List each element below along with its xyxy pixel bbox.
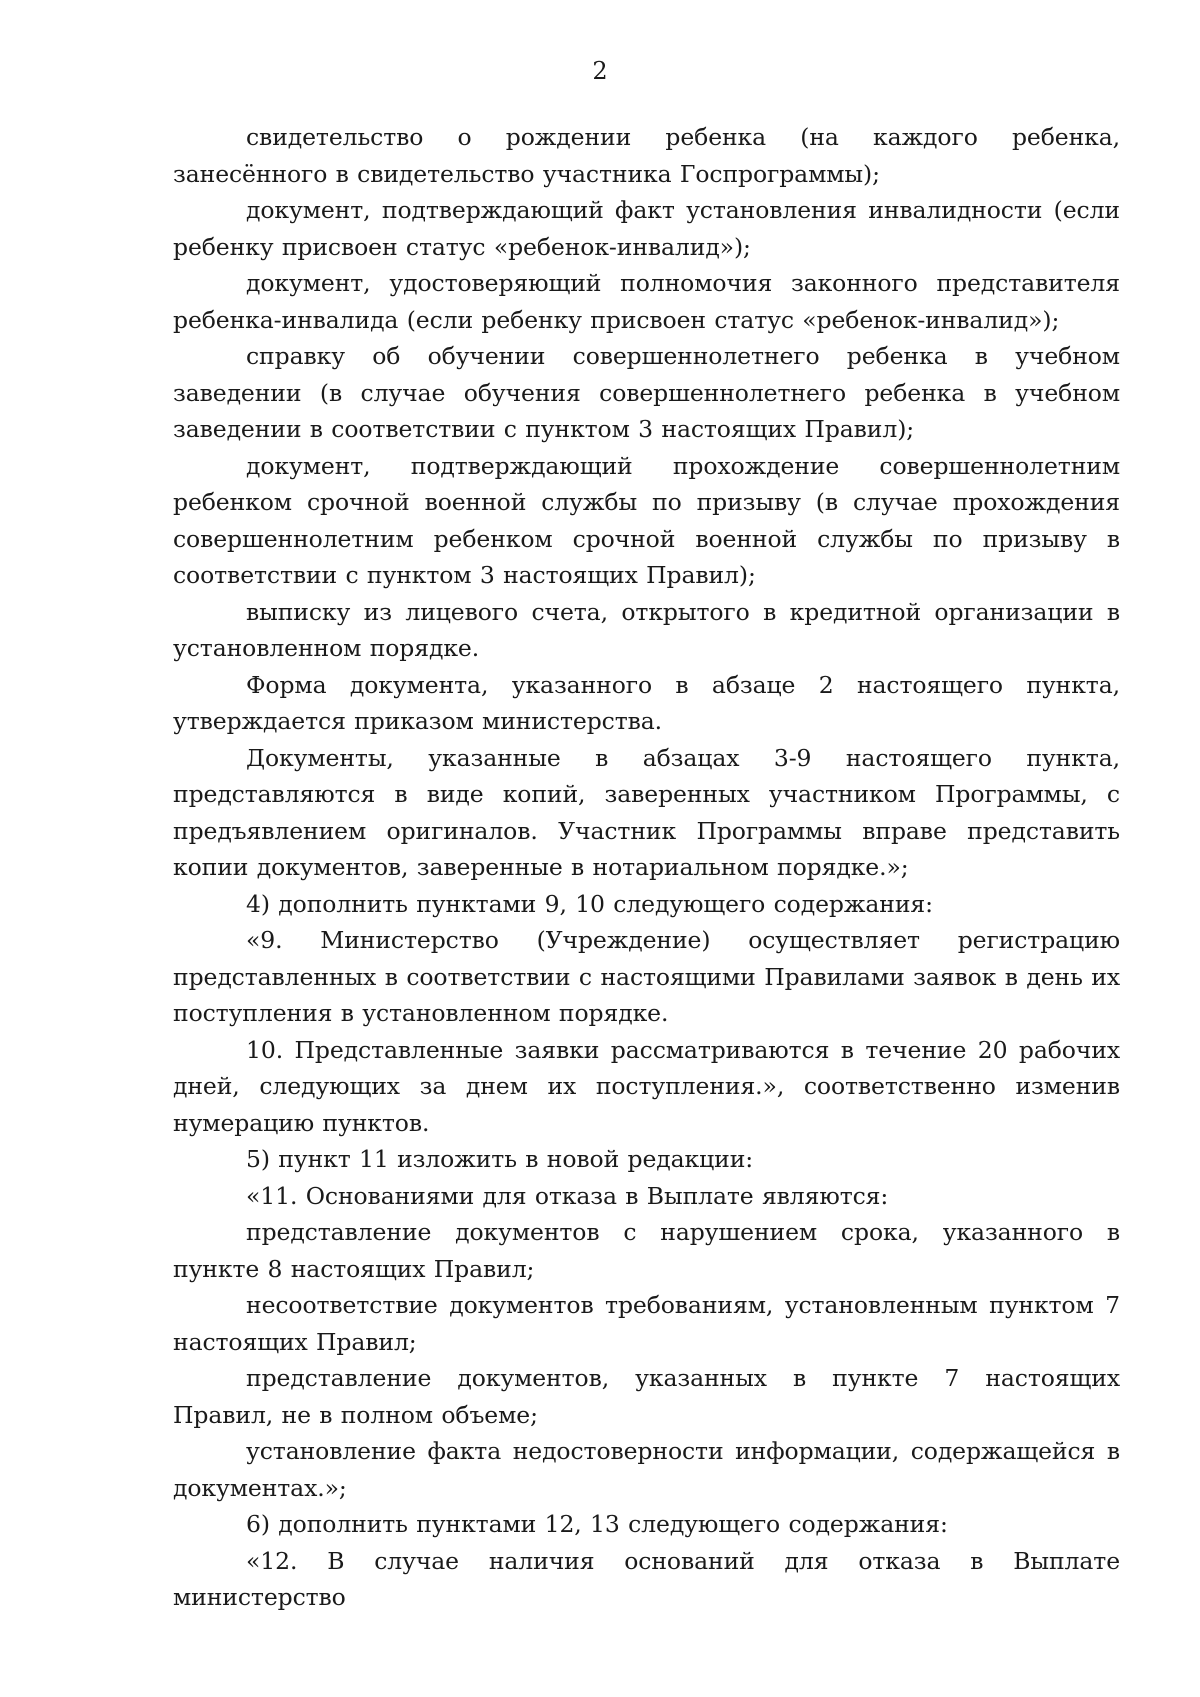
paragraph: документ, удостоверяющий полномочия законного представителя ребенка-инвалида (если ребенку присвоен статус «ребенок-инвалид»); [173,269,1120,334]
paragraph: свидетельство о рождении ребенка (на каждого ребенка, занесённого в свидетельство участника Госпрограммы); [173,123,1120,188]
paragraph: «11. Основаниями для отказа в Выплате являются: [246,1181,889,1210]
paragraph: 10. Представленные заявки рассматриваются в течение 20 рабочих дней, следующих за днем их поступления.», соответственно изменив нумерацию пунктов. [173,1035,1120,1137]
paragraph: «9. Министерство (Учреждение) осуществляет регистрацию представленных в соответствии с настоящими Правилами заявок в день их поступления в установленном порядке. [173,926,1120,1027]
paragraph: представление документов с нарушением срока, указанного в пункте 8 настоящих Правил; [173,1218,1120,1283]
paragraph: несоответствие документов требованиям, установленным пунктом 7 настоящих Правил; [173,1291,1120,1356]
paragraph: 5) пункт 11 изложить в новой редакции: [246,1145,754,1173]
document-body [173,119,1120,1616]
paragraph: установление факта недостоверности информации, содержащейся в документах.»; [173,1437,1120,1502]
paragraph: 4) дополнить пунктами 9, 10 следующего содержания: [246,889,933,918]
paragraph: Документы, указанные в абзацах 3-9 настоящего пункта, представляются в виде копий, заверенных участником Программы, с предъявлением оригиналов. Участник Программы вправе представить копии документов, заверенные в нотариальном порядке.»; [173,743,1120,881]
paragraph: документ, подтверждающий факт установления инвалидности (если ребенку присвоен статус «ребенок-инвалид»); [173,196,1120,261]
paragraph: 6) дополнить пунктами 12, 13 следующего содержания: [246,1510,948,1538]
paragraph: документ, подтверждающий прохождение совершеннолетним ребенком срочной военной службы по призыву (в случае прохождения совершеннолетним ребенком срочной военной службы по призыву в соответствии с пунктом 3 настоящих Правил); [173,451,1120,589]
paragraph: выписку из лицевого счета, открытого в кредитной организации в установленном порядке. [173,597,1120,662]
paragraph: «12. В случае наличия оснований для отказа в Выплате министерство [173,1546,1120,1611]
paragraph: представление документов, указанных в пункте 7 настоящих Правил, не в полном объеме; [173,1364,1120,1429]
paragraph: справку об обучении совершеннолетнего ребенка в учебном заведении (в случае обучения совершеннолетнего ребенка в учебном заведении в соответствии с пунктом 3 настоящих Правил); [173,342,1120,443]
page-number: 2 [592,57,608,85]
paragraph: Форма документа, указанного в абзаце 2 настоящего пункта, утверждается приказом министерства. [173,670,1120,735]
